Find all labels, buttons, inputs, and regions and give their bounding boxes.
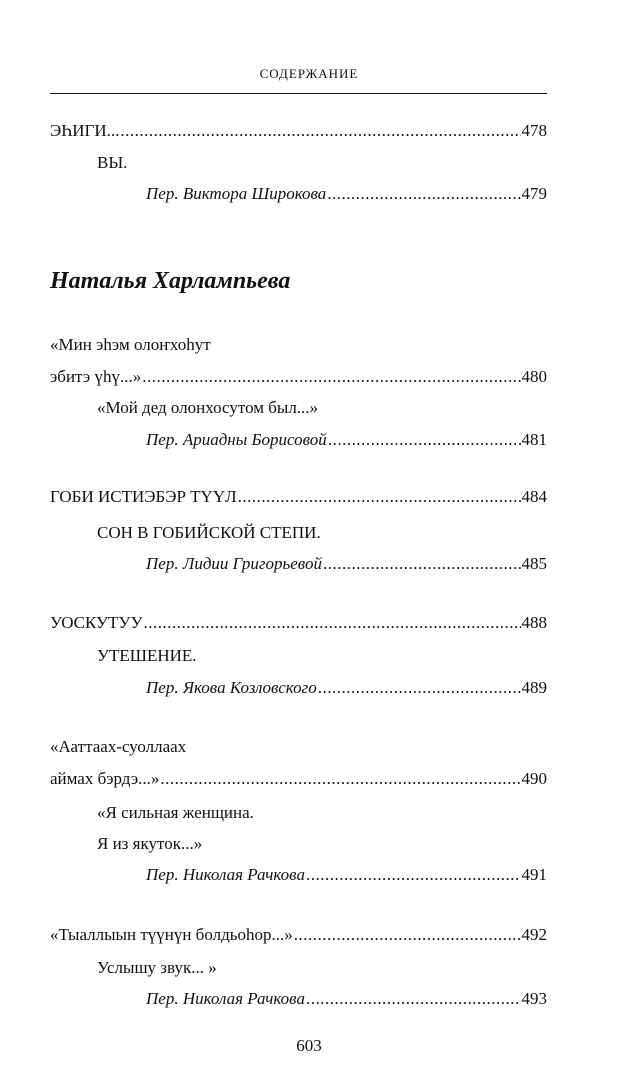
entry-page: 490: [521, 769, 547, 788]
toc-translator-line: [146, 429, 547, 451]
dot-leader: [294, 924, 521, 946]
entry-page: 488: [521, 613, 547, 632]
toc-entry-title-line1: [50, 334, 547, 356]
dot-leader: [306, 988, 521, 1010]
entry-title: «Ааттаах-суоллаах: [50, 737, 187, 756]
translation-title: ВЫ.: [97, 153, 128, 172]
entry-page: 492: [521, 925, 547, 944]
entry-title: УОСКУТУУ: [50, 613, 143, 632]
header-rule: [50, 93, 547, 94]
translation-title: Услышу звук... »: [97, 958, 217, 977]
toc-translation-title: [97, 802, 547, 824]
dot-leader: [306, 864, 521, 886]
translator-name: Пер. Якова Козловского: [146, 678, 317, 697]
translator-page: 493: [521, 989, 547, 1008]
entry-title: ЭҺИГИ...: [50, 121, 120, 140]
toc-translator-line: [146, 988, 547, 1010]
translation-title: СОН В ГОБИЙСКОЙ СТЕПИ.: [97, 523, 321, 542]
toc-entry-title-line2: [50, 768, 547, 790]
dot-leader: [160, 768, 520, 790]
toc-entry-gobi: [50, 486, 547, 508]
author-heading: Наталья Харлампьева: [50, 268, 291, 294]
toc-entry-uoskutuu: [50, 612, 547, 634]
dot-leader: [318, 677, 521, 699]
translation-title: «Я сильная женщина.: [97, 803, 254, 822]
entry-title: «Тыаллыын түүнүн болдьоһор...»: [50, 925, 293, 944]
dot-leader: [144, 612, 521, 634]
entry-title: эбитэ үһү...»: [50, 367, 142, 386]
translator-name: Пер. Лидии Григорьевой: [146, 554, 322, 573]
toc-translation-title: [97, 152, 547, 174]
entry-title: аймах бэрдэ...»: [50, 769, 160, 788]
translator-page: 489: [521, 678, 547, 697]
entry-page: 478: [521, 121, 547, 140]
toc-translation-title: [97, 645, 547, 667]
translator-page: 479: [521, 184, 547, 203]
toc-translation-title: [97, 397, 547, 419]
toc-translator-line: [146, 677, 547, 699]
entry-title: ГОБИ ИСТИЭБЭР ТҮҮЛ: [50, 487, 237, 506]
toc-translator-line: [146, 553, 547, 575]
running-header: СОДЕРЖАНИЕ: [259, 66, 359, 81]
toc-translation-title: [97, 522, 547, 544]
dot-leader: [142, 366, 520, 388]
translator-name: Пер. Виктора Широкова: [146, 184, 327, 203]
dot-leader: [238, 486, 521, 508]
dot-leader: [323, 553, 521, 575]
page-number: 603: [296, 1036, 322, 1055]
entry-page: 484: [521, 487, 547, 506]
toc-entry-title-line1: [50, 736, 547, 758]
toc-entry-title-line2: [50, 366, 547, 388]
translation-title: «Мой дед олонхосутом был...»: [97, 398, 319, 417]
dot-leader: [327, 183, 520, 205]
translator-name: Пер. Ариадны Борисовой: [146, 430, 327, 449]
translator-page: 491: [521, 865, 547, 884]
translator-name: Пер. Николая Рачкова: [146, 865, 305, 884]
toc-entry-tyallyyn: [50, 924, 547, 946]
translator-page: 485: [521, 554, 547, 573]
translation-title: УТЕШЕНИЕ.: [97, 646, 197, 665]
translator-page: 481: [521, 430, 547, 449]
toc-translation-title: [97, 957, 547, 979]
entry-title: «Мин эһэм олоҥхоһут: [50, 335, 211, 354]
toc-translator-line: [146, 183, 547, 205]
translator-name: Пер. Николая Рачкова: [146, 989, 305, 1008]
toc-entry-ehigi: [50, 120, 547, 142]
dot-leader: [120, 120, 520, 142]
toc-translation-title: [97, 833, 547, 855]
toc-translator-line: [146, 864, 547, 886]
translation-title: Я из якуток...»: [97, 834, 203, 853]
entry-page: 480: [521, 367, 547, 386]
dot-leader: [328, 429, 521, 451]
